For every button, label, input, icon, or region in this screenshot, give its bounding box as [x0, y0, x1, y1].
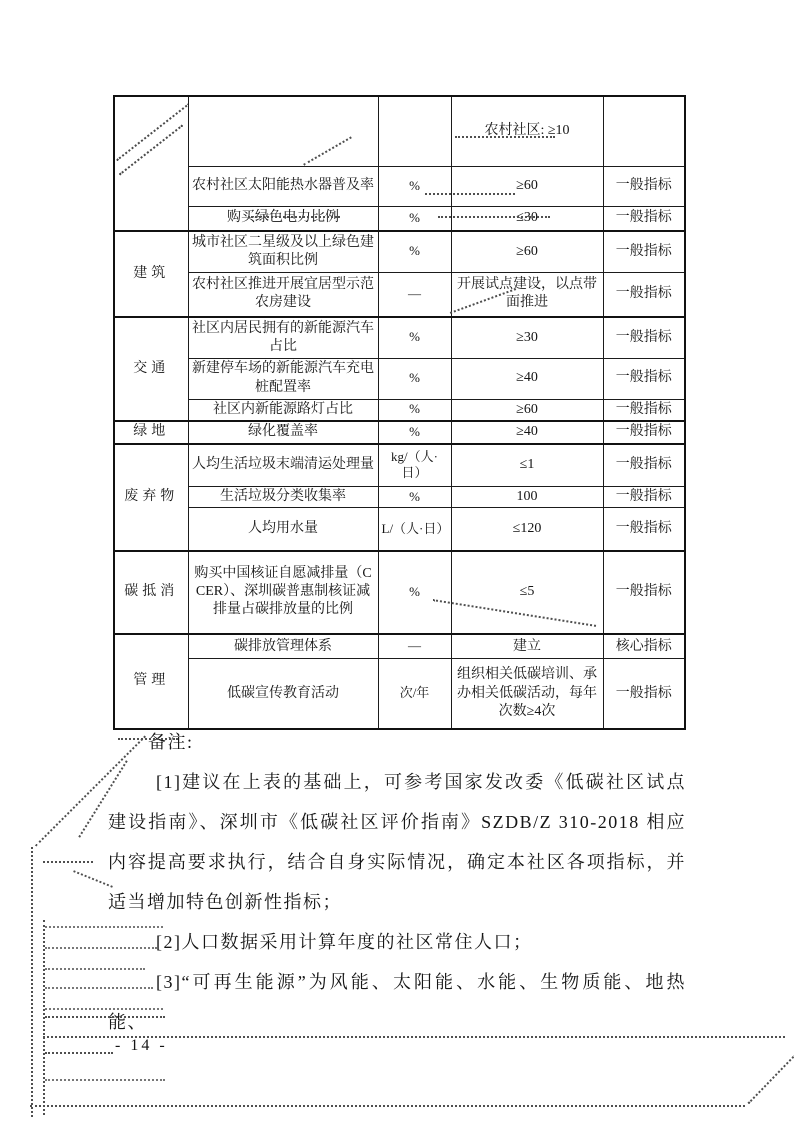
table-cell-indicator: 农村社区推进开展宜居型示范农房建设 [188, 272, 378, 317]
note-item-2: [2]人口数据采用计算年度的社区常住人口； [156, 932, 533, 952]
table-cell-type: 一般指标 [603, 487, 685, 508]
notes-section [108, 722, 686, 1042]
table-cell-type: 一般指标 [603, 659, 685, 729]
table-cell-category: 管理 [114, 634, 188, 729]
table-cell-unit: — [378, 272, 451, 317]
table-cell-indicator: 城市社区二星级及以上绿色建筑面积比例 [188, 231, 378, 272]
table-cell-value: 农村社区: ≥10 [451, 96, 603, 166]
table-cell-unit [378, 96, 451, 166]
scan-noise [43, 861, 93, 863]
scan-noise [45, 926, 163, 928]
table-cell-indicator: 人均用水量 [188, 508, 378, 551]
table-cell-category: 碳抵消 [114, 551, 188, 634]
table-cell-category: 废弃物 [114, 444, 188, 551]
scan-noise [438, 216, 550, 218]
scan-noise-diagonal [116, 103, 188, 161]
table-cell-unit: % [378, 551, 451, 634]
scan-noise [31, 847, 33, 1117]
table-cell-unit: L/（人·日） [378, 508, 451, 551]
table-cell-indicator [188, 96, 378, 166]
scan-noise [45, 987, 153, 989]
table-cell-indicator: 碳排放管理体系 [188, 634, 378, 659]
table-cell-value: ≥40 [451, 421, 603, 444]
table-cell-value: 组织相关低碳培训、承办相关低碳活动，每年次数≥4次 [451, 659, 603, 729]
indicator-table [113, 95, 686, 730]
table-cell-type: 一般指标 [603, 508, 685, 551]
table-cell-indicator: 低碳宣传教育活动 [188, 659, 378, 729]
table-cell-type: 一般指标 [603, 444, 685, 487]
page-number: - 14 - [115, 1037, 168, 1054]
table-cell-value: 100 [451, 487, 603, 508]
table-cell-type: 核心指标 [603, 634, 685, 659]
table-cell-category: 交通 [114, 317, 188, 421]
table-cell-type: 一般指标 [603, 358, 685, 399]
table-cell-value: ≤5 [451, 551, 603, 634]
table-cell-value: ≤120 [451, 508, 603, 551]
table-cell-indicator: 绿化覆盖率 [188, 421, 378, 444]
table-cell-type: 一般指标 [603, 317, 685, 358]
table-cell-unit: % [378, 317, 451, 358]
table-cell-value: ≤1 [451, 444, 603, 487]
table-cell-indicator: 人均生活垃圾末端清运处理量 [188, 444, 378, 487]
table-cell-indicator: 社区内新能源路灯占比 [188, 399, 378, 421]
table-cell-unit: % [378, 166, 451, 206]
notes-heading: 备注: [148, 732, 194, 752]
table-cell-value: ≥40 [451, 358, 603, 399]
scan-noise [425, 193, 515, 195]
table-cell-indicator: 农村社区太阳能热水器普及率 [188, 166, 378, 206]
scan-noise [45, 1008, 163, 1010]
table-cell-value: ≥60 [451, 399, 603, 421]
table-cell-category: 建筑 [114, 231, 188, 317]
table-cell-indicator: 购买绿色电力比例 [188, 206, 378, 231]
table-cell-indicator: 新建停车场的新能源汽车充电桩配置率 [188, 358, 378, 399]
table-cell-unit: % [378, 399, 451, 421]
table-cell-unit: % [378, 231, 451, 272]
table-cell-value: 建立 [451, 634, 603, 659]
table-cell-unit: — [378, 634, 451, 659]
scan-noise [748, 1054, 794, 1104]
table-cell-type: 一般指标 [603, 231, 685, 272]
table-cell-value: ≥60 [451, 231, 603, 272]
scan-noise [45, 1079, 165, 1081]
scan-noise [45, 968, 145, 970]
table-cell-indicator: 购买中国核证自愿减排量（CCER）、深圳碳普惠制核证减排量占碳排放量的比例 [188, 551, 378, 634]
table-cell-type: 一般指标 [603, 206, 685, 231]
scan-noise [248, 216, 340, 218]
table-cell-category: 绿地 [114, 421, 188, 444]
table-cell-unit: % [378, 421, 451, 444]
scan-noise [455, 136, 555, 138]
scan-noise [45, 947, 157, 949]
table-cell-type: 一般指标 [603, 551, 685, 634]
table-cell-value: 开展试点建设，以点带面推进 [451, 272, 603, 317]
scan-noise [73, 870, 113, 888]
table-cell-unit: % [378, 487, 451, 508]
table-cell-unit: % [378, 206, 451, 231]
scan-noise [118, 738, 178, 740]
table-cell-unit: kg/（人·日） [378, 444, 451, 487]
scan-noise [30, 1105, 745, 1107]
table-cell-type [603, 96, 685, 166]
table-cell-unit: % [378, 358, 451, 399]
table-cell-type: 一般指标 [603, 399, 685, 421]
scan-noise [43, 1036, 785, 1038]
table-cell-type: 一般指标 [603, 166, 685, 206]
table-cell-unit: 次/年 [378, 659, 451, 729]
table-cell-indicator: 生活垃圾分类收集率 [188, 487, 378, 508]
table-cell-value: ≥60 [451, 166, 603, 206]
table-cell-value: ≤30 [451, 206, 603, 231]
note-item-3: [3]“可再生能源”为风能、太阳能、水能、生物质能、地热能、 [108, 972, 686, 1032]
table-cell-value: ≥30 [451, 317, 603, 358]
scan-noise [45, 1016, 165, 1018]
note-item-1: [1]建议在上表的基础上，可参考国家发改委《低碳社区试点建设指南》、深圳市《低碳社区评价指南》SZDB/Z 310-2018 相应内容提高要求执行，结合自身实际情况，确定本社区各项指标，并适当增加特色创新性指标； [108, 772, 686, 912]
table-cell-indicator: 社区内居民拥有的新能源汽车占比 [188, 317, 378, 358]
table-cell-type: 一般指标 [603, 272, 685, 317]
table-cell-type: 一般指标 [603, 421, 685, 444]
scan-noise [45, 1052, 113, 1054]
table-cell-category-blank [114, 96, 188, 231]
